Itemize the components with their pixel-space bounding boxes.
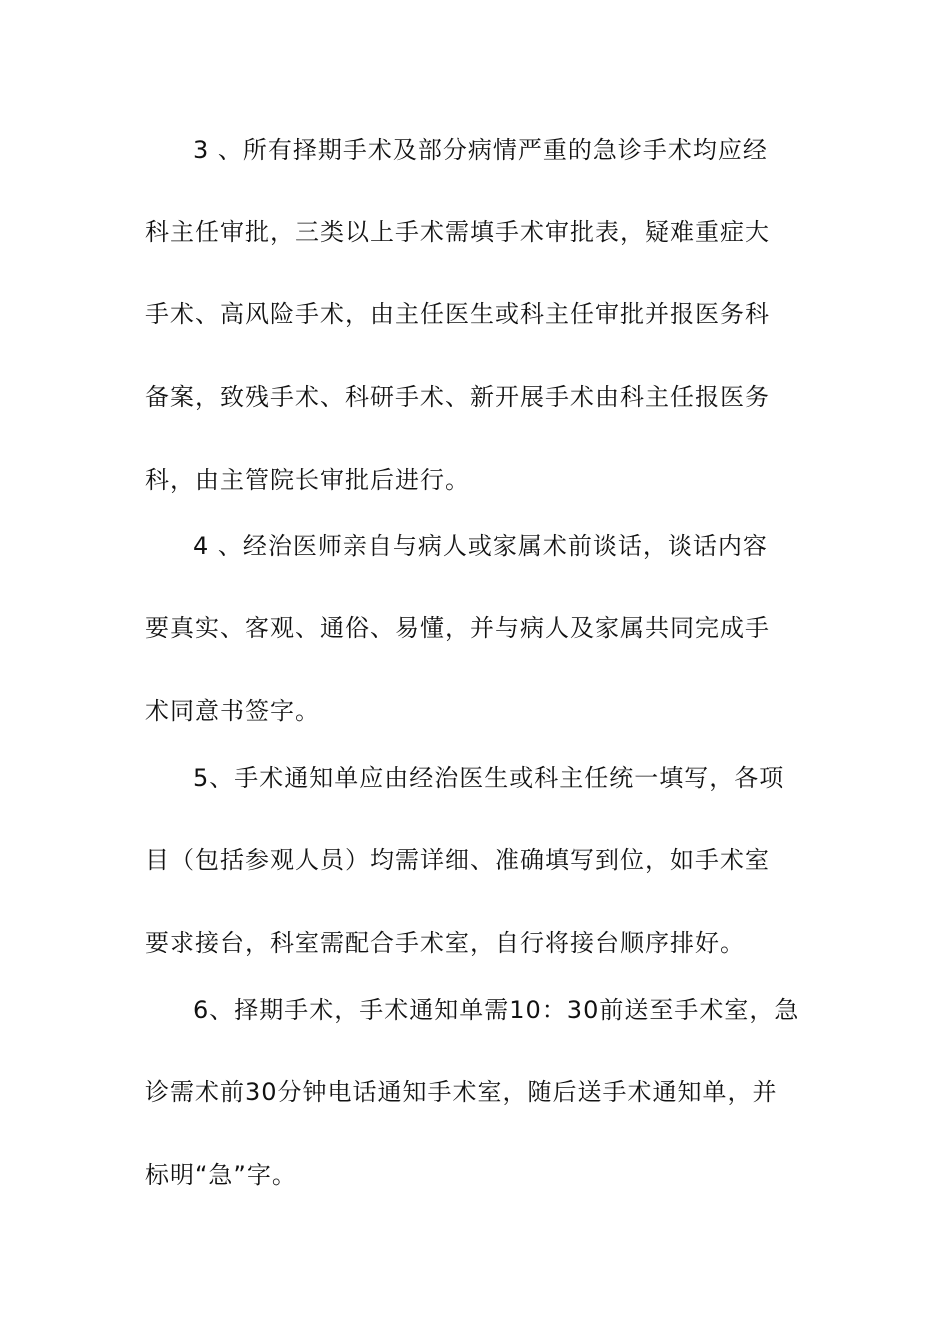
paragraph-6-line-1: 6、择期手术，手术通知单需10：30前送至手术室，急 — [193, 996, 800, 1024]
paragraph-4-line-1: 4 、经治医师亲自与病人或家属术前谈话，谈话内容 — [193, 532, 768, 560]
paragraph-5-line-2: 目（包括参观人员）均需详细、准确填写到位，如手术室 — [145, 846, 770, 874]
paragraph-3-line-3: 手术、高风险手术，由主任医生或科主任审批并报医务科 — [145, 300, 770, 328]
paragraph-3-line-1: 3 、所有择期手术及部分病情严重的急诊手术均应经 — [193, 136, 768, 164]
paragraph-6-line-3: 标明“急”字。 — [145, 1161, 297, 1189]
paragraph-4-line-3: 术同意书签字。 — [145, 697, 320, 725]
paragraph-4-line-2: 要真实、客观、通俗、易懂，并与病人及家属共同完成手 — [145, 614, 770, 642]
paragraph-5-line-1: 5、手术通知单应由经治医生或科主任统一填写，各项 — [193, 764, 785, 792]
paragraph-3-line-2: 科主任审批，三类以上手术需填手术审批表，疑难重症大 — [145, 218, 770, 246]
paragraph-5-line-3: 要求接台，科室需配合手术室，自行将接台顺序排好。 — [145, 929, 745, 957]
paragraph-3-line-4: 备案，致残手术、科研手术、新开展手术由科主任报医务 — [145, 383, 770, 411]
paragraph-3-line-5: 科，由主管院长审批后进行。 — [145, 466, 470, 494]
paragraph-6-line-2: 诊需术前30分钟电话通知手术室，随后送手术通知单，并 — [145, 1078, 778, 1106]
